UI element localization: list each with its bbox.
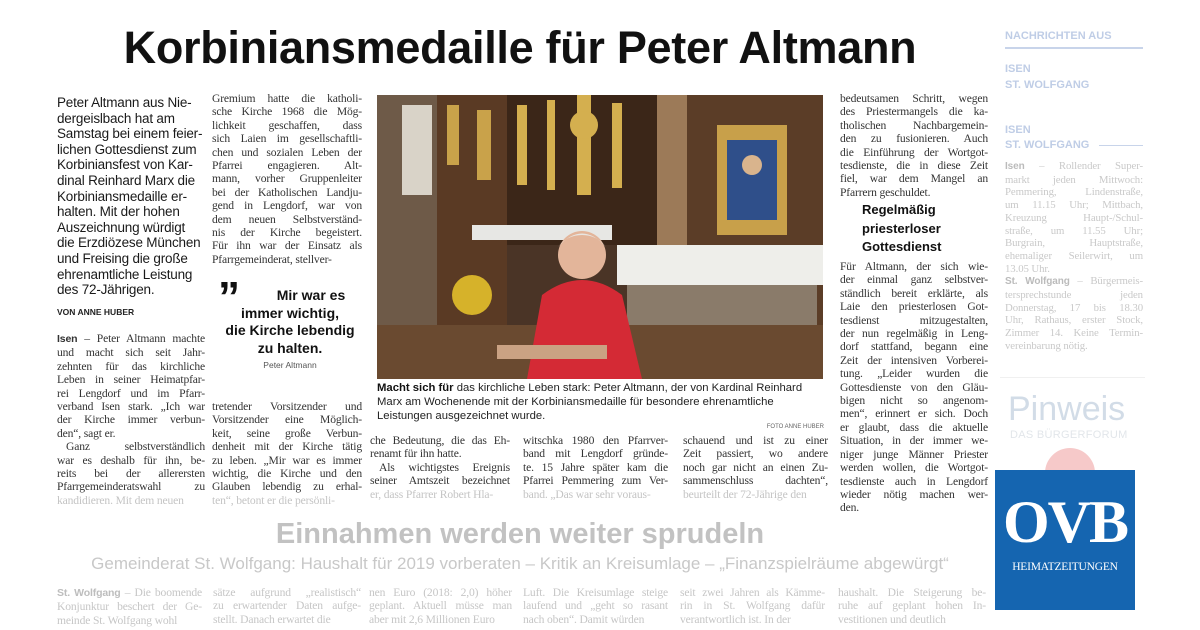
line-text: – Bürgermeis-: [1077, 275, 1143, 288]
line-text: che Bedeutung, die das Eh-: [370, 434, 510, 447]
line-text: chen und sozialen Leben der: [212, 145, 362, 159]
line-text: rei Lengdorf und im Pfarr-: [57, 386, 205, 400]
line-text: Pemmering, Lindenstraße,: [1005, 186, 1143, 199]
text-line: [840, 421, 988, 434]
line-text: Gottesdienste von den Gläu-: [840, 380, 988, 394]
line-text: tesdienste auch in Lengdorf: [840, 474, 988, 488]
line-text: er, dass Pfarrer Robert Hla-: [370, 487, 494, 501]
line-text: seit zwei Jahren als Kämme-: [680, 586, 825, 599]
lead-line: dinal Reinhard Marx die: [57, 172, 195, 188]
lead-line: die Erzdiözese München: [57, 235, 201, 251]
text-line: [213, 613, 361, 626]
line-text: den“, sagt er.: [57, 426, 116, 440]
line-text: stellt. Danach erwartet die: [213, 612, 331, 626]
text-line: [212, 440, 362, 453]
line-text: denheit mit der Kirche tätig: [212, 440, 362, 454]
line-text: te. 15 Jahre später kam die: [523, 460, 668, 474]
text-line: [840, 273, 988, 286]
line-text: zu erwartender Daten aufge-: [213, 599, 361, 613]
text-line: [212, 92, 362, 105]
pinweis-subtitle: DAS BÜRGERFORUM: [1010, 429, 1128, 441]
line-text: Gremium hatte die katholi-: [212, 92, 362, 105]
text-line: [840, 287, 988, 300]
text-line: [212, 199, 362, 212]
lead-line: Samstag bei einem feier-: [57, 126, 203, 142]
line-text: – Peter Altmann machte: [84, 332, 206, 345]
text-line: [683, 461, 828, 474]
line-text: markt jeden Mittwoch:: [1005, 173, 1143, 186]
line-text: tholischen Nachbargemein-: [840, 118, 988, 132]
article-column-6-top: [840, 92, 988, 199]
text-line: [1005, 237, 1143, 250]
second-article-subheadline: Gemeinderat St. Wolfgang: Haushalt für 2019 vorberaten – Kritik an Kreisumlage – „Finanzspielräume abgewürgt“: [91, 554, 949, 573]
line-text: nis der Kirche begeistert.: [212, 226, 362, 240]
text-line: [1005, 275, 1143, 289]
line-text: dorf stattfand, begann eine: [840, 340, 988, 354]
quote-line: die Kirche lebendig: [225, 322, 355, 338]
line-text: aber mit 2,6 Millionen Euro: [369, 612, 495, 626]
text-line: [370, 474, 510, 487]
text-line: [840, 119, 988, 132]
line-text: lichkeit geschaffen, dass: [212, 118, 362, 132]
text-line: [212, 494, 362, 507]
article-column-5: [683, 434, 828, 501]
quote-line: immer wichtig,: [240, 304, 340, 321]
text-line: [212, 253, 362, 266]
photo-caption: [377, 381, 824, 424]
article-title: Korbiniansmedaille für Peter Altmann: [123, 22, 917, 73]
sidebar-divider: [1005, 47, 1143, 49]
second-article-column: [57, 586, 202, 627]
line-text: Pfarrei engagieren. Alt-: [212, 159, 362, 173]
text-line: [57, 387, 205, 400]
line-text: ruhe auf geplant hohen In-: [838, 599, 986, 613]
article-lead: [57, 95, 207, 298]
dateline: Isen: [1005, 161, 1025, 172]
article-column-2-top: [212, 92, 362, 266]
text-line: [212, 119, 362, 132]
text-line: [370, 488, 510, 501]
logo-tagline: HEIMATZEITUNGEN: [1012, 561, 1118, 573]
line-text: – Rollender Super-: [1039, 160, 1143, 172]
text-line: [840, 260, 988, 273]
line-text: verantwortlich ist. In der: [680, 612, 791, 626]
article-column-1: [57, 332, 205, 507]
line-text: band. „Das war sehr voraus-: [523, 487, 651, 501]
text-line: [57, 467, 205, 480]
line-text: tesdienst mitzugestalten,: [840, 313, 988, 327]
line-text: Für ihn war der Einsatz als: [212, 239, 362, 253]
lead-line: lichen Gottesdienst zum: [57, 141, 197, 157]
text-line: [212, 454, 362, 467]
line-text: tretender Vorsitzender und: [212, 400, 362, 413]
line-text: mann, vorher Gruppenleiter: [212, 172, 362, 186]
text-line: [213, 586, 361, 599]
flowers: [452, 275, 492, 315]
line-text: zehnten für das kirchliche: [57, 359, 205, 373]
second-article-column: [680, 586, 825, 626]
line-text: sammenschluss dachten“,: [683, 474, 828, 488]
text-line: [57, 600, 202, 613]
text-line: [57, 614, 202, 627]
text-line: [523, 447, 668, 460]
lead-line: und Freising die große: [57, 250, 188, 266]
caption-bold: Macht sich für: [377, 382, 454, 394]
text-line: [838, 586, 986, 599]
text-line: [840, 172, 988, 185]
text-line: [840, 300, 988, 313]
sidebar-header: NACHRICHTEN AUS: [1005, 30, 1112, 42]
subheading-line: Gottesdienst: [862, 239, 942, 254]
text-line: [838, 613, 986, 626]
subheading-line: priesterloser: [862, 220, 941, 236]
text-line: [57, 346, 205, 359]
line-text: nen Euro (2018: 2,0) höher: [369, 586, 512, 599]
line-text: tung. „Leider wurden die: [840, 367, 988, 381]
text-line: [523, 599, 668, 612]
line-text: wieder nötig machen wer-: [840, 487, 988, 501]
line-text: Zimmer 14. Keine Termin-: [1005, 327, 1143, 340]
line-text: er glaubt, dass die aktuelle: [840, 420, 988, 434]
text-line: [212, 186, 362, 199]
line-text: sätze aufgrund „realistisch“: [213, 586, 361, 599]
line-text: die Einführung der Wortgot-: [840, 145, 988, 159]
text-line: [840, 381, 988, 394]
pinweis-logo[interactable]: Pinweis: [1008, 390, 1126, 428]
lead-line: des 72-Jährigen.: [57, 282, 155, 298]
line-text: tesdienste, die in diese Zeit: [840, 159, 988, 173]
text-line: [57, 440, 205, 453]
caption-text: das kirchliche Leben stark: Peter Altmann, der von Kardinal Reinhard Marx am Wochenende mit der Korbiniansmedaille für besondere ehrenamtliche Leistungen ausgezeichnet wurde.: [377, 382, 803, 423]
text-line: [1005, 160, 1143, 174]
line-text: gend in Lengdorf, war von: [212, 199, 362, 213]
text-line: [212, 467, 362, 480]
text-line: [57, 480, 205, 493]
line-text: band mit Lengdorf gründe-: [523, 447, 668, 461]
text-line: [57, 400, 205, 413]
text-line: [840, 448, 988, 461]
line-text: und macht sich seit Jahr-: [57, 346, 205, 360]
line-text: werden wollen, die Wortgot-: [840, 461, 988, 475]
line-text: Als wichtigstes Ereignis: [379, 460, 510, 474]
line-text: noch gar nicht an einen Zu-: [683, 460, 828, 474]
text-line: [57, 332, 205, 346]
photo-credit: FOTO ANNE HUBER: [766, 424, 824, 430]
text-line: [1005, 302, 1143, 315]
logo-name: OVB: [1002, 489, 1128, 555]
line-text: bedeutsamen Schritt, wegen: [840, 92, 988, 105]
dateline: St. Wolfgang: [1005, 276, 1070, 288]
text-line: [1005, 199, 1143, 212]
text-line: [840, 407, 988, 420]
text-line: [840, 394, 988, 407]
text-line: [523, 434, 668, 447]
line-text: Pfarrgemeinderatswahl zu: [57, 480, 205, 494]
line-text: Kreuzung Haupt-/Schul-: [1005, 211, 1143, 224]
line-text: zu leben. „Mir war es immer: [212, 453, 362, 467]
line-text: den zu fusionieren. Auch: [840, 132, 988, 146]
person-face: [558, 231, 606, 279]
text-line: [840, 327, 988, 340]
line-text: sich Laien im gesellschaftli-: [212, 132, 362, 146]
line-text: rin in St. Wolfgang dafür: [680, 599, 825, 613]
line-text: Luft. Die Kreisumlage steige: [523, 586, 668, 599]
line-text: verband Isen stark. „Ich war: [57, 400, 205, 414]
text-line: [840, 132, 988, 145]
text-line: [840, 461, 988, 474]
line-text: seiner Amtszeit bezeichnet: [370, 474, 510, 488]
line-text: der einmal ganz selbstver-: [840, 273, 988, 287]
line-text: straße, um 11.55 Uhr;: [1005, 224, 1143, 237]
text-line: [523, 488, 668, 501]
article-subheading: [862, 201, 941, 257]
text-line: [840, 488, 988, 501]
text-line: [683, 488, 828, 501]
text-line: [523, 461, 668, 474]
line-text: Pfarrei Pemmering zum Ver-: [523, 474, 668, 488]
text-line: [212, 226, 362, 239]
text-line: [840, 475, 988, 488]
dateline: St. Wolfgang: [57, 587, 121, 599]
text-line: [212, 413, 362, 426]
line-text: kandidieren. Mit dem neuen: [57, 493, 184, 507]
line-text: Vorsitzender eine Möglich-: [212, 413, 362, 427]
text-line: [1005, 225, 1143, 238]
text-line: [840, 105, 988, 118]
sidebar-link-st-wolfgang[interactable]: ST. WOLFGANG: [1005, 79, 1090, 91]
text-line: [369, 613, 512, 626]
text-line: [369, 599, 512, 612]
article-column-3: [370, 434, 510, 501]
text-line: [1005, 174, 1143, 187]
line-text: bei der Katholischen Landju-: [212, 185, 362, 199]
line-text: tersprechstunde jeden: [1005, 289, 1143, 302]
line-text: Glauben lebendig zu erhal-: [212, 480, 362, 494]
line-text: – Die boomende: [124, 586, 203, 599]
line-text: Laie den priesterlosen Got-: [840, 300, 988, 314]
text-line: [523, 586, 668, 599]
line-text: witschka 1980 den Pfarrver-: [523, 434, 668, 447]
line-text: Pfarrern geschuldet.: [840, 185, 931, 199]
madonna-painting: [727, 140, 777, 220]
line-text: laufend und „geht so rasant: [523, 599, 668, 613]
text-line: [680, 586, 825, 599]
text-line: [212, 159, 362, 172]
line-text: vestitionen und deutlich: [838, 612, 946, 626]
line-text: der Kirche immer verbun-: [57, 413, 205, 427]
article-column-4: [523, 434, 668, 501]
article-column-6-bottom: [840, 260, 988, 515]
text-line: [212, 400, 362, 413]
text-line: [840, 146, 988, 159]
text-line: [57, 360, 205, 373]
quote-line: zu halten.: [257, 339, 323, 356]
line-text: Situation, in der immer we-: [840, 434, 988, 448]
text-line: [1005, 314, 1143, 327]
line-text: des Priestermangels die ka-: [840, 105, 988, 119]
lead-line: Korbiniansfest von Kar-: [57, 157, 193, 173]
line-text: war es deshalb für ihn, be-: [57, 453, 205, 467]
text-line: [1005, 186, 1143, 199]
text-line: [840, 340, 988, 353]
text-line: [1005, 212, 1143, 225]
dateline: Isen: [57, 333, 78, 345]
text-line: [1005, 327, 1143, 340]
line-text: Für Altmann, der sich wie-: [840, 260, 988, 273]
line-text: Ganz selbstverständlich: [66, 440, 205, 454]
lead-line: ehrenamtliche Leistung: [57, 266, 193, 282]
text-line: [840, 501, 988, 514]
line-text: ten“, betont er die persönli-: [212, 493, 335, 507]
text-line: [683, 447, 828, 460]
line-text: der nun regelmäßig in Leng-: [840, 327, 988, 341]
text-line: [1005, 340, 1143, 353]
line-text: ständlich bereit erklärte, als: [840, 286, 988, 300]
text-line: [370, 434, 510, 447]
sidebar-divider: [1099, 145, 1143, 146]
pull-quote: [215, 287, 365, 357]
text-line: [57, 586, 202, 600]
line-text: Pfarrgemeinderat, stellver-: [212, 252, 332, 266]
line-text: den.: [840, 501, 860, 515]
text-line: [523, 474, 668, 487]
text-line: [840, 186, 988, 199]
text-line: [57, 427, 205, 440]
line-text: ehemaliger Seilerwirt, um: [1005, 249, 1143, 262]
text-line: [57, 413, 205, 426]
text-line: [840, 434, 988, 447]
second-article-headline: Einnahmen werden weiter sprudeln: [275, 518, 765, 550]
text-line: [212, 427, 362, 440]
line-text: beurteilt der 72-Jährige den: [683, 487, 807, 501]
sidebar-divider: [1000, 377, 1145, 378]
line-text: fiel, war dem Mangel an: [840, 172, 988, 186]
text-line: [840, 314, 988, 327]
text-line: [680, 599, 825, 612]
line-text: Leben in seiner Heimatpfar-: [57, 373, 205, 387]
altar-cloth: [617, 245, 823, 285]
line-text: niger junge Männer Priester: [840, 447, 988, 461]
line-text: meinde St. Wolfgang wohl: [57, 613, 178, 627]
line-text: geplant. Aktuell müsse man: [369, 599, 512, 613]
church-window: [402, 105, 432, 195]
lead-line: Peter Altmann aus Nie-: [57, 95, 192, 110]
lead-line: Auszeichnung würdigt: [57, 219, 186, 235]
text-line: [840, 92, 988, 105]
line-text: Donnerstag, 17 bis 18.30: [1005, 301, 1143, 314]
text-line: [57, 494, 205, 507]
sidebar-news: [1005, 160, 1143, 353]
text-line: [212, 480, 362, 493]
line-text: schauend und ist zu einer: [683, 434, 828, 447]
line-text: haushalt. Die Steigerung be-: [838, 586, 986, 599]
second-article-column: [369, 586, 512, 626]
line-text: men“, erinnert er sich. Doch: [840, 407, 988, 421]
text-line: [840, 159, 988, 172]
text-line: [683, 434, 828, 447]
text-line: [683, 474, 828, 487]
line-text: sche Kirche 1968 die Mög-: [212, 105, 362, 119]
lead-line: dergeislbach hat am: [57, 110, 175, 126]
text-line: [523, 613, 668, 626]
text-line: [1005, 250, 1143, 263]
line-text: Zeit der intensiven Vorberei-: [840, 353, 988, 367]
line-text: nach oben“. Damit würden: [523, 612, 645, 626]
byline: VON ANNE HUBER: [57, 307, 135, 317]
text-line: [680, 613, 825, 626]
article-photo[interactable]: [377, 95, 823, 379]
line-text: bigen nicht so angenom-: [840, 394, 988, 408]
line-text: renamt für ihn hatte.: [370, 447, 462, 461]
line-text: um 11.15 Uhr; Mittbach,: [1005, 199, 1143, 212]
line-text: Uhr, Rathaus, erster Stock,: [1005, 314, 1143, 327]
text-line: [840, 367, 988, 380]
sidebar-link-isen[interactable]: ISEN: [1005, 63, 1031, 75]
text-line: [840, 354, 988, 367]
article-column-2-bottom: [212, 400, 362, 507]
line-text: Zeit passiert, wo andere: [683, 447, 828, 461]
text-line: [838, 599, 986, 612]
line-text: keit, seine große Verbun-: [212, 426, 362, 440]
line-text: Burgrain, Hauptstraße,: [1005, 237, 1143, 250]
sidebar-section-title: ISEN: [1005, 124, 1031, 136]
line-text: vereinbarung nötig.: [1005, 339, 1088, 352]
text-line: [1005, 289, 1143, 302]
second-article-column: [213, 586, 361, 626]
line-text: reits bei der allerersten: [57, 467, 205, 481]
text-line: [370, 447, 510, 460]
text-line: [369, 586, 512, 599]
quote-line: Mir war es: [276, 287, 346, 303]
text-line: [1005, 263, 1143, 276]
line-text: 13.05 Uhr.: [1005, 262, 1050, 275]
second-article-column: [523, 586, 668, 626]
text-line: [212, 213, 362, 226]
text-line: [212, 132, 362, 145]
quote-attribution: Peter Altmann: [263, 360, 317, 370]
lead-line: Korbiniansmedaille er-: [57, 188, 187, 204]
text-line: [213, 599, 361, 612]
text-line: [370, 461, 510, 474]
text-line: [57, 373, 205, 386]
sidebar-section-title: ST. WOLFGANG: [1005, 139, 1090, 151]
second-article-column: [838, 586, 986, 626]
lead-line: halten. Mit der hohen: [57, 204, 180, 220]
text-line: [212, 105, 362, 118]
line-text: wichtig, die Kirche und den: [212, 467, 362, 481]
line-text: dem neuen Selbstverständ-: [212, 212, 362, 226]
subheading-line: Regelmäßig: [862, 202, 936, 217]
line-text: Konjunktur beschert der Ge-: [57, 600, 202, 614]
quote-mark-icon: ”: [218, 273, 240, 322]
text-line: [212, 172, 362, 185]
text-line: [212, 239, 362, 252]
text-line: [212, 146, 362, 159]
text-line: [57, 454, 205, 467]
